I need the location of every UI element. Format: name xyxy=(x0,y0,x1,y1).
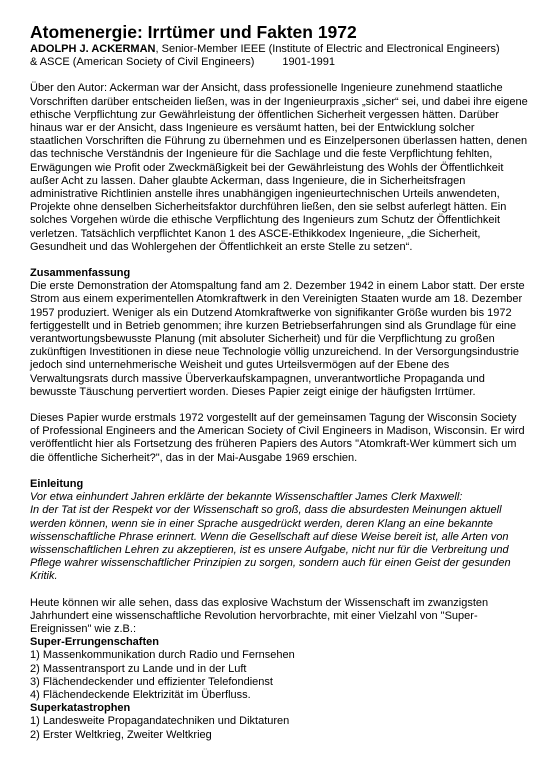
author-name: ADOLPH J. ACKERMAN xyxy=(30,43,156,55)
achievements-heading: Super-Errungenschaften xyxy=(30,636,159,649)
document-title: Atomenergie: Irrtümer und Fakten 1972 xyxy=(30,22,357,42)
list-item: 1) Massenkommunikation durch Radio und Fernsehen xyxy=(30,649,295,662)
author-affiliation-1: , Senior-Member IEEE (Institute of Electric and Electronical Engineers) xyxy=(155,43,500,55)
list-item: 2) Massentransport zu Lande und in der Luft xyxy=(30,662,247,675)
note-paragraph: Dieses Papier wurde erstmals 1972 vorgestellt auf der gemeinsamen Tagung der Wisconsin Society of Professional Engineers and the American Society of Civil Engineers in Madison, Wisconsin. Er wird veröffentlicht hier als Fortsetzung des früheren Papiers des Autors "Atomkraft-Wer kümmert sich um die öffentliche Sicherheit?", das in der Mai-Ausgabe 1969 erschien. xyxy=(30,412,525,464)
about-paragraph: Über den Autor: Ackerman war der Ansicht, dass professionelle Ingenieure zunehmend staatliche Vorschriften darüber entscheiden ließen, was in der Ingenieurpraxis „sicher“ sei, und dabei ihre eigene ethische Verpflichtung zur Gewährleistung der öffentlichen Sicherheit vergessen hätten. Darüber hinaus war er der Ansicht, dass Ingenieure es versäumt hatten, bei der Entwicklung solcher staatlichen Vorschriften die Führung zu übernehmen und es Einzelpersonen überlassen hatten, denen das technische Verständnis der Ingenieure für die Sachlage und die feste Verpflichtung fehlten, Erwägungen wie Profit oder Zweckmäßigkeit bei der Gewährleistung des Wohls der Öffentlichkeit außer Acht zu lassen. Daher glaubte Ackerman, dass Ingenieure, die in Sicherheitsfragen administrative Richtlinien anstelle ihres unabhängigen ingenieurtechnischen Urteils anwendeten, Projekte ohne denselben Sicherheitsfaktor durchführen ließen, den sie selbst auferlegt hätten. Ein solches Vorgehen würde die ethische Verpflichtung des Ingenieurs zum Schutz der Öffentlichkeit verletzen. Tatsächlich verpflichtet Kanon 1 des ASCE-Ethikkodex Ingenieure, „die Sicherheit, Gesundheit und das Wohlergehen der Öffentlichkeit an erste Stelle zu setzen“. xyxy=(30,82,528,253)
list-item: 1) Landesweite Propagandatechniken und Diktaturen xyxy=(30,715,290,728)
author-affiliation-2: & ASCE (American Society of Civil Engineers) xyxy=(30,56,255,69)
summary-paragraph: Die erste Demonstration der Atomspaltung fand am 2. Dezember 1942 in einem Labor statt. Der erste Strom aus einem experimentellen Atomkraftwerk in den Vereinigten Staaten wurde am 18. Dezember 1957 produziert. Weniger als ein Dutzend Atomkraftwerke von signifikanter Größe wurden bis 1972 fertiggestellt und in Betrieb genommen; ihre kurzen Betriebserfahrungen sind als Grundlage für eine verantwortungsbewusste Planung (mit absoluter Sicherheit) und für die Verpflichtung zu großen zukünftigen Investitionen in diese neue Technologie völlig unzureichend. In der Versorgungsindustrie jedoch sind unternehmerische Weisheit und gutes Urteilsvermögen auf der Ebene des Verwaltungsrats durch massive Überverkaufskampagnen, unverantwortliche Propaganda und bewusste Täuschung pervertiert worden. Dieses Papier zeigt einige der häufigsten Irrtümer. xyxy=(30,280,525,398)
list-item: 4) Flächendeckende Elektrizität im Überfluss. xyxy=(30,688,251,701)
today-paragraph: Heute können wir alle sehen, dass das explosive Wachstum der Wissenschaft im zwanzigsten Jahrhundert eine wissenschaftliche Revolution hervorbrachte, mit einer Vielzahl von "Super-Ereignissen" wie z.B.: xyxy=(30,596,489,635)
list-item: 2) Erster Weltkrieg, Zweiter Weltkrieg xyxy=(30,728,212,741)
author-block xyxy=(30,43,528,69)
author-years: 1901-1991 xyxy=(282,56,335,69)
intro-heading: Einleitung xyxy=(30,477,84,490)
document-page xyxy=(30,22,528,742)
intro-quote-body: In der Tat ist der Respekt vor der Wissenschaft so groß, dass die absurdesten Meinungen aktuell werden können, wenn sie in einer Sprache ausgedrückt werden, deren Klang an eine bekannte wissenschaftliche Phrase erinnert. Wenn die Gesellschaft auf diese Weise bereit ist, alle Arten von wissenschaftlichen Lehren zu akzeptieren, ist es unsere Aufgabe, nicht nur für die Verbreitung und Pflege wahrer wissenschaftlicher Prinzipien zu sorgen, sondern auch für einen Geist der gesunden Kritik. xyxy=(30,504,511,583)
summary-heading: Zusammenfassung xyxy=(30,267,131,280)
catastrophes-heading: Superkatastrophen xyxy=(30,702,131,715)
achievements-list xyxy=(30,649,528,702)
catastrophes-list xyxy=(30,715,528,741)
intro-quote-line1: Vor etwa einhundert Jahren erklärte der bekannte Wissenschaftler James Clerk Maxwell: xyxy=(30,491,463,504)
list-item: 3) Flächendeckender und effizienter Telefondienst xyxy=(30,675,273,688)
